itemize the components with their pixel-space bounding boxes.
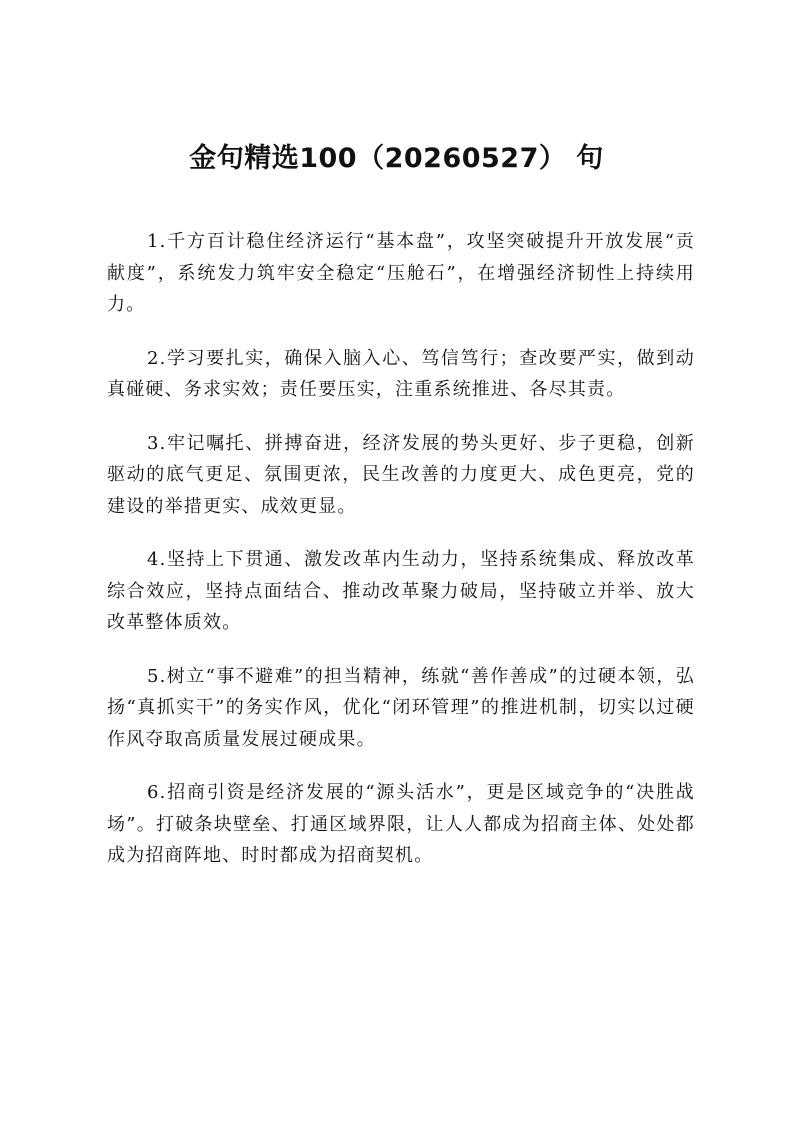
paragraph-6: 6.招商引资是经济发展的“源头活水”，更是区域竞争的“决胜战场”。打破条块壁垒、打通区域界限，让人人都成为招商主体、处处都成为招商阵地、时时都成为招商契机。 (107, 782, 695, 866)
document-body (107, 226, 695, 894)
paragraph-1: 1.千方百计稳住经济运行“基本盘”，攻坚突破提升开放发展“贡献度”，系统发力筑牢安全稳定“压舱石”，在增强经济韧性上持续用力。 (107, 231, 695, 315)
document-title: 金句精选100（20260527） 句 (189, 143, 604, 174)
paragraph-5: 5.树立“事不避难”的担当精神，练就“善作善成”的过硬本领，弘扬“真抓实干”的务实作风，优化“闭环管理”的推进机制，切实以过硬作风夺取高质量发展过硬成果。 (107, 665, 695, 750)
paragraph-3: 3.牢记嘱托、拼搏奋进，经济发展的势头更好、步子更稳，创新驱动的底气更足、氛围更浓，民生改善的力度更大、成色更亮，党的建设的举措更实、成效更显。 (107, 432, 695, 517)
paragraph-4: 4.坚持上下贯通、激发改革内生动力，坚持系统集成、释放改革综合效应，坚持点面结合、推动改革聚力破局，坚持破立并举、放大改革整体质效。 (107, 549, 695, 633)
paragraph-2: 2.学习要扎实，确保入脑入心、笃信笃行；查改要严实，做到动真碰硬、务求实效；责任要压实，注重系统推进、各尽其责。 (107, 347, 695, 400)
